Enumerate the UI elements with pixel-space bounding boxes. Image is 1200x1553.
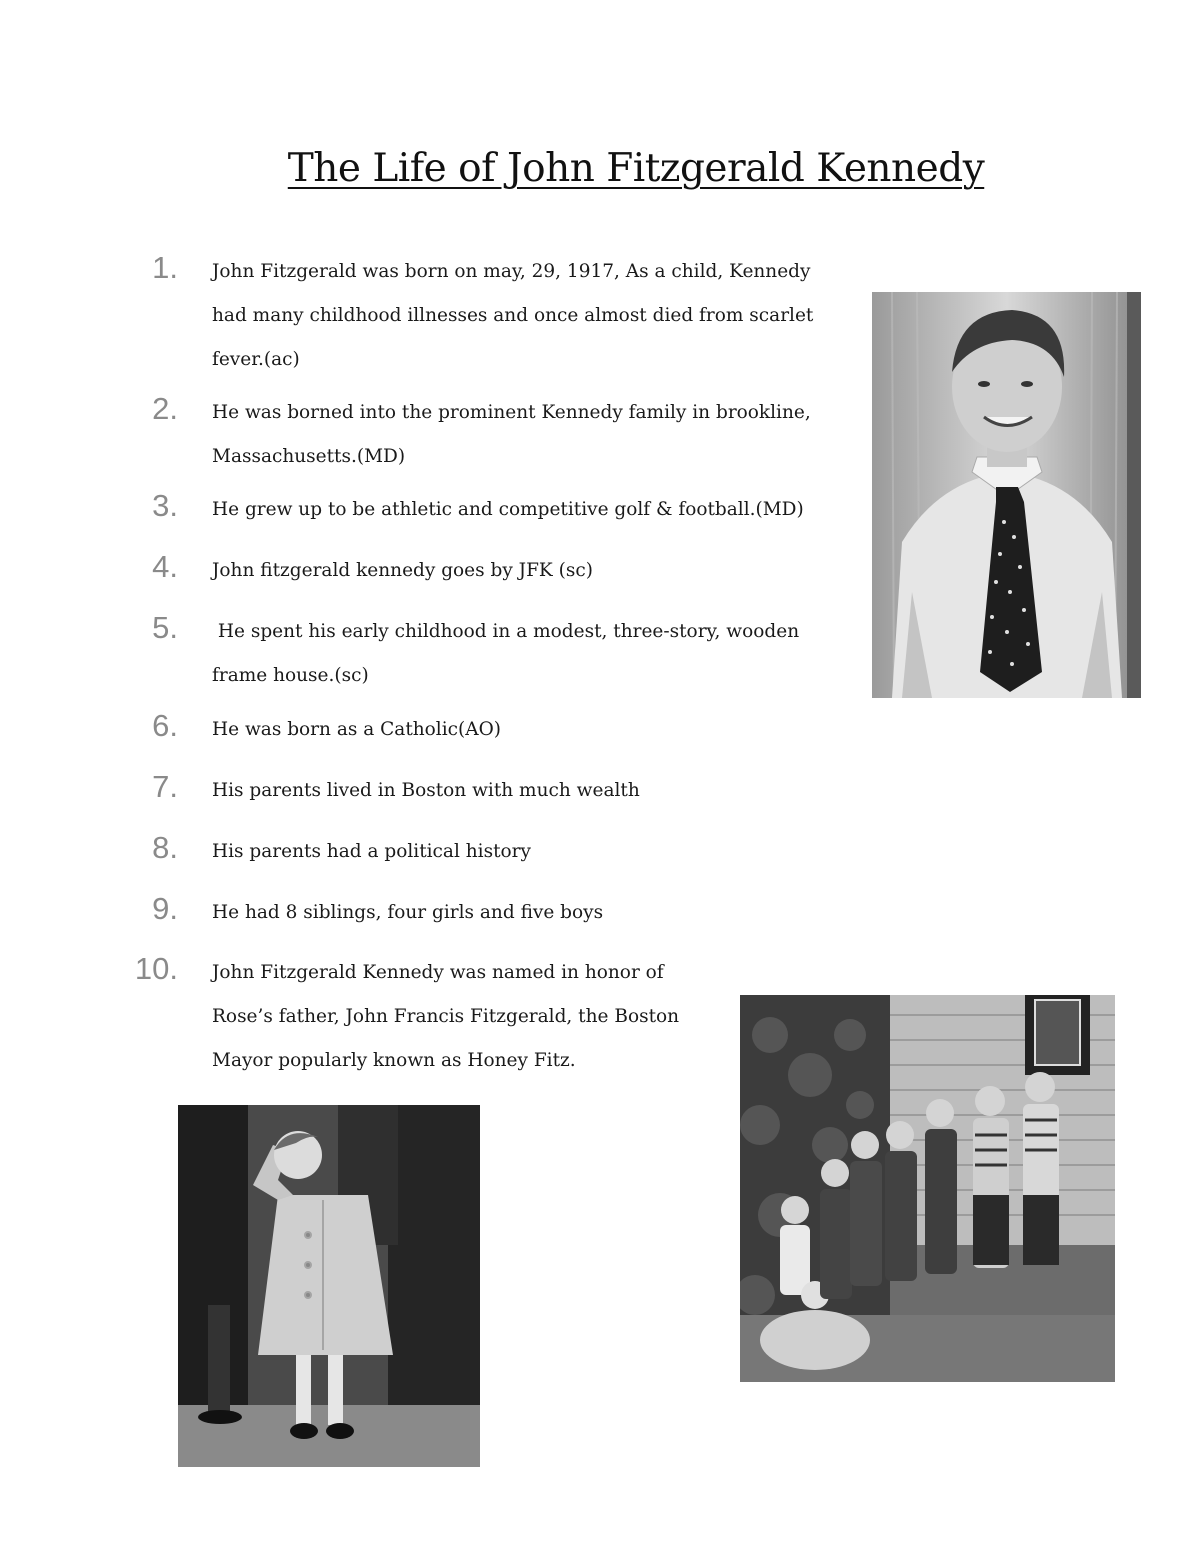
list-item-number: 2. — [152, 391, 178, 426]
list-item-text: His parents lived in Boston with much wealth — [212, 780, 640, 801]
list-item-text: He spent his early childhood in a modest, three-story, wooden — [212, 621, 800, 642]
page-title: The Life of John Fitzgerald Kennedy — [287, 146, 985, 191]
list-item-text: had many childhood illnesses and once almost died from scarlet — [212, 305, 814, 326]
list-item-text: Massachusetts.(MD) — [212, 446, 406, 467]
list-item-number: 4. — [152, 549, 178, 584]
child-saluting-photo — [178, 1105, 480, 1467]
list-item-text: He grew up to be athletic and competitive golf & football.(MD) — [212, 499, 804, 520]
list-item-number: 6. — [152, 708, 178, 743]
family-group-photo — [740, 995, 1115, 1382]
list-item-text: John Fitzgerald was born on may, 29, 1917, As a child, Kennedy — [212, 261, 811, 282]
list-item-text: Rose’s father, John Francis Fitzgerald, the Boston — [212, 1006, 680, 1027]
list-item-number: 10. — [134, 951, 178, 986]
list-item-number: 5. — [152, 610, 178, 645]
list-item-text: He was born as a Catholic(AO) — [212, 719, 501, 740]
list-item-text: His parents had a political history — [212, 841, 531, 862]
list-item-number: 1. — [152, 250, 178, 285]
list-item-text: He had 8 siblings, four girls and five boys — [212, 902, 604, 923]
list-item-text: frame house.(sc) — [212, 665, 369, 686]
list-item-number: 8. — [152, 830, 178, 865]
boy-portrait-photo — [872, 292, 1141, 698]
list-item-text: fever.(ac) — [212, 349, 300, 370]
list-item-text: John fitzgerald kennedy goes by JFK (sc) — [212, 560, 593, 581]
list-item-text: He was borned into the prominent Kennedy family in brookline, — [212, 402, 811, 423]
list-item-text: John Fitzgerald Kennedy was named in honor of — [212, 962, 664, 983]
list-item-number: 7. — [152, 769, 178, 804]
list-item-text: Mayor popularly known as Honey Fitz. — [212, 1050, 576, 1071]
list-item-number: 3. — [152, 488, 178, 523]
list-item-number: 9. — [152, 891, 178, 926]
